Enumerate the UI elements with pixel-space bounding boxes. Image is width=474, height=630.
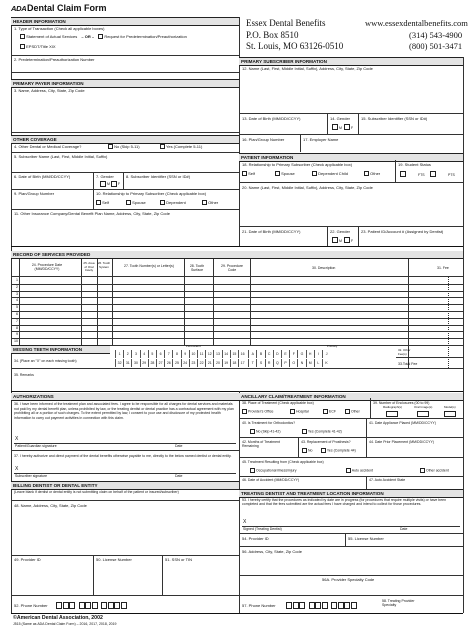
- auto-accident-label: Auto accident: [351, 468, 373, 473]
- employer-name-label: 17. Employer Name: [303, 137, 339, 142]
- epsdt-option[interactable]: [20, 44, 56, 49]
- treatment-resulting-label: 45. Treatment Resulting from (Check applicable box): [242, 460, 324, 464]
- tooth-permanent-lower[interactable]: 28: [148, 359, 156, 367]
- billing-phone-digit[interactable]: [101, 602, 107, 609]
- ancillary-heading: ANCILLARY CLAIM/TREATMENT INFORMATION: [239, 393, 463, 401]
- patient-signature-date-label: Date: [175, 444, 183, 448]
- primary-payer-heading: PRIMARY PAYER INFORMATION: [11, 79, 239, 88]
- tooth-permanent-lower[interactable]: 31: [123, 359, 131, 367]
- patient-rel-other[interactable]: [364, 171, 380, 176]
- place-other-label: Other: [350, 409, 360, 414]
- col-tooth-surface: 28. Tooth Surface: [189, 264, 205, 272]
- models-label: Model(s): [444, 405, 456, 409]
- radiographs-box[interactable]: [386, 411, 398, 417]
- actual-services-label: Statement of Actual Services: [26, 34, 78, 39]
- tooth-permanent-lower[interactable]: 18: [230, 359, 238, 367]
- treating-phone-digit[interactable]: [315, 602, 321, 609]
- subscriber-name-label: 12. Name (Last, First, Middle Initial, Suffix), Address, City, State, Zip Code: [242, 66, 373, 71]
- primary-subscriber-heading: PRIMARY SUBSCRIBER INFORMATION: [239, 57, 463, 66]
- patient-info-heading: PATIENT INFORMATION: [239, 153, 463, 162]
- patient-rel-other-label: Other: [370, 171, 381, 176]
- col-procedure-date: 24. Procedure Date (MM/DD/CCYY): [31, 263, 63, 271]
- treating-phone-digit[interactable]: [351, 602, 357, 609]
- col-procedure-code: 29. Procedure Code: [221, 264, 243, 272]
- tooth-permanent-lower[interactable]: 21: [205, 359, 213, 367]
- other-coverage-no-label: No (Skip 5-11): [114, 144, 140, 149]
- tooth-permanent-lower[interactable]: 17: [238, 359, 246, 367]
- tooth-permanent-upper[interactable]: 13: [213, 350, 221, 358]
- other-relationship-label: 10. Relationship to Primary Subscriber (Check applicable box): [96, 191, 207, 196]
- tooth-primary-lower[interactable]: N: [297, 359, 305, 367]
- other-accident-option[interactable]: [420, 468, 449, 473]
- tooth-primary-upper[interactable]: E: [281, 350, 289, 358]
- tooth-permanent-upper[interactable]: 11: [197, 350, 205, 358]
- treating-provider-id-label: 54. Provider ID: [242, 536, 269, 541]
- student-pts-label: PTS: [448, 173, 455, 177]
- prosthesis-yes-checkbox[interactable]: [321, 448, 326, 453]
- payer-phone-2: (800) 501-3471: [409, 41, 463, 51]
- subscriber-plan-group-label: 16. Plan/Group Number: [242, 137, 285, 142]
- authorizations-heading: AUTHORIZATIONS: [11, 393, 239, 401]
- treating-signature-label: Signed (Treating Dentist): [243, 527, 282, 531]
- col-fee: 31. Fee: [437, 266, 449, 270]
- epsdt-label: EPSDT/Title XIX: [26, 44, 56, 49]
- tooth-primary-upper[interactable]: G: [297, 350, 305, 358]
- other-rel-other-checkbox[interactable]: [202, 200, 207, 205]
- service-row-number: 3: [16, 291, 18, 296]
- other-subscriber-name-label: 5. Subscriber Name (Last, First, Middle Initial, Suffix): [14, 154, 108, 159]
- auto-accident-option[interactable]: [346, 468, 373, 473]
- billing-phone-digit[interactable]: [63, 602, 69, 609]
- ortho-yes-label: Yes (Complete 41-42): [307, 429, 342, 434]
- other-rel-other[interactable]: [202, 200, 218, 205]
- oral-images-label: Oral Image(s): [414, 405, 433, 409]
- treating-license-label: 55. License Number: [348, 536, 384, 541]
- accident-date-label: 46. Date of Accident (MM/DD/CCYY): [242, 478, 300, 482]
- billing-address-label: 48. Name, Address, City, State, Zip Code: [14, 503, 87, 508]
- billing-phone-digit[interactable]: [79, 602, 85, 609]
- patient-rel-spouse-label: Spouse: [281, 171, 295, 176]
- place-of-treatment-label: 38. Place of Treatment (Check applicable box): [242, 401, 314, 405]
- other-gender-label: 7. Gender: [96, 174, 114, 179]
- billing-phone-digit[interactable]: [85, 602, 91, 609]
- ortho-yes-checkbox[interactable]: [302, 429, 307, 434]
- tooth-permanent-lower[interactable]: 29: [140, 359, 148, 367]
- service-row-number: 2: [16, 284, 18, 289]
- tooth-primary-upper[interactable]: J: [322, 350, 330, 358]
- subscriber-gender-m-checkbox[interactable]: [332, 124, 338, 130]
- prosthesis-no-checkbox[interactable]: [302, 448, 307, 453]
- radiographs-label: Radiograph(s): [383, 405, 403, 409]
- accident-state-label: 47. Auto Accident State: [369, 478, 406, 482]
- billing-phone-digit[interactable]: [108, 602, 114, 609]
- billing-phone-label: 52. Phone Number: [14, 603, 48, 608]
- header-info-heading: HEADER INFORMATION: [11, 17, 239, 26]
- patient-rel-self[interactable]: [242, 171, 255, 176]
- payer-name: Essex Dental Benefits: [246, 18, 326, 28]
- certification-53-text: 53. I hereby certify that the procedures as indicated by date are in progress (for procedures that require multiple visits) or have been completed and that the fees submitted are the actual fees I have charged and intend to collect for those procedures.: [242, 498, 447, 507]
- occupational-label: Occupational illness/injury: [255, 468, 297, 473]
- place-ecf-label: ECF: [328, 409, 336, 414]
- or-separator: – OR –: [81, 34, 95, 39]
- service-row-line: [11, 291, 463, 292]
- tooth-primary-upper[interactable]: F: [289, 350, 297, 358]
- months-remaining-label: 42. Months of Treatment Remaining: [242, 440, 280, 448]
- ortho-no[interactable]: [250, 429, 281, 434]
- patient-dob-label: 21. Date of Birth (MM/DD/CCYY): [242, 229, 301, 234]
- predetermination-label: Request for Predetermination/Preauthorization: [104, 34, 187, 39]
- col-area-oral-cavity: 25. Area of Oral Cavity: [83, 261, 95, 272]
- tooth-permanent-upper[interactable]: 4: [140, 350, 148, 358]
- tooth-primary-lower[interactable]: T: [248, 359, 256, 367]
- service-row-number: 9: [16, 332, 18, 337]
- place-other[interactable]: [345, 409, 360, 414]
- other-rel-self-checkbox[interactable]: [96, 200, 101, 205]
- authorization-37-text: 37. I hereby authorize and direct payment of the dental benefits otherwise payable to me, directly to the below named dentist or dental entity.: [14, 454, 232, 458]
- patient-rel-self-label: Self: [248, 171, 256, 176]
- tooth-primary-upper[interactable]: D: [273, 350, 281, 358]
- tooth-primary-upper[interactable]: I: [314, 350, 322, 358]
- tooth-primary-lower[interactable]: K: [322, 359, 330, 367]
- service-row-number: 8: [16, 325, 18, 330]
- place-office-checkbox[interactable]: [242, 409, 247, 414]
- treating-address-label: 56. Address, City, State, Zip Code: [242, 549, 302, 554]
- col-description: 30. Description: [312, 266, 336, 270]
- tooth-permanent-lower[interactable]: 27: [156, 359, 164, 367]
- tooth-permanent-upper[interactable]: 6: [156, 350, 164, 358]
- service-row-line: [11, 325, 463, 326]
- tooth-primary-upper[interactable]: A: [248, 350, 256, 358]
- prosthesis-yes[interactable]: [321, 448, 356, 453]
- form-title: Dental Claim Form: [27, 3, 107, 13]
- oral-images-box[interactable]: [417, 411, 429, 417]
- other-rel-self-label: Self: [102, 200, 110, 205]
- place-office-label: Provider's Office: [247, 409, 274, 414]
- subscriber-gender-label: 14. Gender: [330, 116, 351, 121]
- service-row-number: 5: [16, 305, 18, 310]
- other-rel-spouse[interactable]: [126, 200, 146, 205]
- place-providers-office[interactable]: [242, 409, 274, 414]
- place-ecf[interactable]: [323, 409, 336, 414]
- other-rel-dependent-label: Dependent: [166, 200, 186, 205]
- tooth-permanent-upper[interactable]: 15: [230, 350, 238, 358]
- other-rel-spouse-label: Spouse: [132, 200, 146, 205]
- sig36-x: X: [15, 436, 19, 442]
- service-row-line: [11, 304, 463, 305]
- service-row-number: 1: [16, 278, 18, 282]
- patient-signature-label: Patient/Guardian signature: [15, 444, 57, 448]
- tooth-permanent-upper[interactable]: 7: [164, 350, 172, 358]
- occupational-option[interactable]: [250, 468, 296, 473]
- other-coverage-heading: OTHER COVERAGE: [11, 135, 239, 144]
- place-hospital[interactable]: [290, 409, 309, 414]
- tooth-primary-lower[interactable]: R: [265, 359, 273, 367]
- other-gender-m-checkbox[interactable]: [100, 181, 106, 187]
- other-dob-label: 6. Date of Birth (MM/DD/CCYY): [14, 174, 71, 179]
- other-coverage-yes-checkbox[interactable]: [160, 144, 165, 149]
- subscriber-dob-label: 13. Date of Birth (MM/DD/CCYY): [242, 116, 301, 121]
- models-box[interactable]: [444, 411, 456, 417]
- prosthesis-yes-label: Yes (Complete 44): [326, 448, 356, 453]
- treating-phone-digit[interactable]: [309, 602, 315, 609]
- other-insurance-label: 11. Other Insurance Company/Dental Benefit Plan Name, Address, City, State, Zip Code: [14, 211, 170, 216]
- services-heading: RECORD OF SERVICES PROVIDED: [11, 251, 463, 259]
- service-row-line: [11, 297, 463, 298]
- treating-phone-digit[interactable]: [299, 602, 305, 609]
- specialty-code-label: 56A. Provider Specialty Code: [322, 577, 375, 582]
- col-tooth-system: 26. Tooth System: [97, 261, 111, 269]
- tooth-permanent-upper[interactable]: 3: [131, 350, 139, 358]
- patient-rel-other-checkbox[interactable]: [364, 171, 369, 176]
- treating-phone-digit[interactable]: [344, 602, 350, 609]
- patient-gender-f-label: F: [351, 239, 354, 243]
- sig37-x: X: [15, 466, 19, 472]
- ortho-no-label: No (Skip 41-42): [255, 429, 281, 434]
- ada-logo: ADA: [11, 4, 27, 13]
- patient-rel-dependent-label: Dependent Child: [318, 171, 348, 176]
- treating-specialty-label: 58. Treating Provider Specialty: [382, 599, 415, 607]
- other-rel-dependent[interactable]: [160, 200, 186, 205]
- other-fees-label: 32. Other Fee(s): [398, 348, 411, 356]
- billing-phone-digit[interactable]: [92, 602, 98, 609]
- ortho-no-checkbox[interactable]: [250, 429, 255, 434]
- payer-website: www.essexdentalbenefits.com: [365, 18, 468, 28]
- payer-po-box: P.O. Box 8510: [246, 30, 299, 40]
- place-hospital-label: Hospital: [295, 409, 309, 414]
- billing-phone-digit[interactable]: [121, 602, 127, 609]
- other-accident-checkbox[interactable]: [420, 468, 425, 473]
- patient-account-label: 23. Patient ID/Account # (Assigned by Dentist): [361, 229, 444, 234]
- tooth-permanent-lower[interactable]: 22: [197, 359, 205, 367]
- patient-rel-dependent-child[interactable]: [312, 171, 348, 176]
- service-row-number: 7: [16, 318, 18, 323]
- patient-gender-f-checkbox[interactable]: [344, 237, 350, 243]
- tooth-primary-lower[interactable]: Q: [273, 359, 281, 367]
- auto-accident-checkbox[interactable]: [346, 468, 351, 473]
- subscriber-signature-label: Subscriber signature: [15, 474, 48, 478]
- place-ecf-checkbox[interactable]: [323, 409, 328, 414]
- tooth-primary-upper[interactable]: H: [306, 350, 314, 358]
- other-gender-m-label: M: [107, 182, 110, 186]
- tooth-permanent-upper[interactable]: 12: [205, 350, 213, 358]
- treating-phone-digit[interactable]: [338, 602, 344, 609]
- patient-gender-label: 22. Gender: [330, 229, 351, 234]
- tooth-primary-upper[interactable]: C: [265, 350, 273, 358]
- billing-license-label: 50. License Number: [96, 557, 132, 562]
- tooth-permanent-upper[interactable]: 10: [189, 350, 197, 358]
- enclosures-label: 39. Number of Enclosures (00 to 99): [373, 401, 430, 405]
- tooth-permanent-upper[interactable]: 2: [123, 350, 131, 358]
- other-coverage-yes[interactable]: [160, 144, 202, 149]
- tooth-primary-lower[interactable]: O: [289, 359, 297, 367]
- patient-gender-m-checkbox[interactable]: [332, 237, 338, 243]
- patient-gender-m-label: M: [339, 239, 342, 243]
- primary-label: Primary: [327, 344, 338, 348]
- prosthesis-no[interactable]: [302, 448, 312, 453]
- service-row-line: [11, 311, 463, 312]
- service-row-number: 6: [16, 312, 18, 316]
- billing-subhead: (Leave blank if dentist or dental entity is not submitting claim on behalf of the patient or insured/subscriber): [14, 490, 179, 494]
- place-hospital-checkbox[interactable]: [290, 409, 295, 414]
- student-fts-label: FTS: [418, 173, 425, 177]
- treating-phone-digit[interactable]: [331, 602, 337, 609]
- tooth-permanent-lower[interactable]: 19: [222, 359, 230, 367]
- billing-provider-id-label: 49. Provider ID: [14, 557, 41, 562]
- place-other-checkbox[interactable]: [345, 409, 350, 414]
- treating-phone-label: 57. Phone Number: [242, 603, 276, 608]
- other-rel-spouse-checkbox[interactable]: [126, 200, 131, 205]
- billing-phone-digit[interactable]: [69, 602, 75, 609]
- patient-rel-spouse-checkbox[interactable]: [275, 171, 280, 176]
- service-row-line: [11, 331, 463, 332]
- other-coverage-no[interactable]: [108, 144, 140, 149]
- student-status-label: 19. Student Status: [398, 162, 431, 167]
- billing-heading: BILLING DENTIST OR DENTAL ENTITY: [11, 481, 239, 490]
- other-plan-group-label: 9. Plan/Group Number: [14, 191, 55, 196]
- predetermination-checkbox[interactable]: [98, 34, 103, 39]
- billing-ssn-tin-label: 51. SSN or TIN: [165, 557, 193, 562]
- treating-heading: TREATING DENTIST AND TREATMENT LOCATION INFORMATION: [239, 489, 463, 498]
- treating-phone-digit[interactable]: [293, 602, 299, 609]
- student-fts-checkbox[interactable]: [400, 171, 406, 177]
- predetermination-number-label: 2. Predetermination/Preauthorization Number: [14, 57, 95, 62]
- other-coverage-yes-label: Yes (Complete 5-11): [166, 144, 203, 149]
- other-gender-f-checkbox[interactable]: [111, 181, 117, 187]
- tooth-primary-lower[interactable]: P: [281, 359, 289, 367]
- service-row-line: [11, 338, 463, 339]
- epsdt-checkbox[interactable]: [20, 44, 25, 49]
- tooth-permanent-lower[interactable]: 26: [164, 359, 172, 367]
- tooth-permanent-upper[interactable]: 8: [172, 350, 180, 358]
- transaction-type-label: 1. Type of Transaction (Check all applicable boxes): [14, 26, 105, 31]
- service-row-line: [11, 284, 463, 285]
- copyright-text: ©American Dental Association, 2002: [13, 615, 103, 621]
- service-row-line: [11, 318, 463, 319]
- tooth-permanent-upper[interactable]: 16: [238, 350, 246, 358]
- student-pts-checkbox[interactable]: [430, 171, 436, 177]
- orthodontics-label: 40. Is Treatment for Orthodontics?: [242, 421, 296, 425]
- appliance-date-label: 41. Date Appliance Placed (MM/DD/CCYY): [369, 421, 436, 425]
- tooth-primary-lower[interactable]: S: [256, 359, 264, 367]
- other-gender-f-label: F: [118, 182, 121, 186]
- prosthesis-label: 43. Replacement of Prosthesis?: [301, 440, 351, 444]
- tooth-permanent-lower[interactable]: 23: [189, 359, 197, 367]
- treating-phone-digit[interactable]: [322, 602, 328, 609]
- total-fee-label: 33.Total Fee: [398, 362, 418, 366]
- tooth-primary-lower[interactable]: M: [306, 359, 314, 367]
- subscriber-signature-date-label: Date: [175, 474, 183, 478]
- actual-services-checkbox[interactable]: [20, 34, 25, 39]
- tooth-permanent-lower[interactable]: 25: [172, 359, 180, 367]
- form-version-note: J515 (Same as ADA Dental Claim Form) – 2016, 2017, 2018, 2019: [13, 622, 117, 626]
- tooth-primary-upper[interactable]: B: [256, 350, 264, 358]
- service-row-number: 10: [14, 339, 18, 344]
- payer-address-label: 3. Name, Address, City, State, Zip Code: [14, 88, 85, 93]
- other-coverage-no-checkbox[interactable]: [108, 144, 113, 149]
- prosthesis-no-label: No: [307, 448, 313, 453]
- prior-placement-label: 44. Date Prior Placement (MM/DD/CCYY): [369, 440, 434, 444]
- tooth-permanent-lower[interactable]: 32: [115, 359, 123, 367]
- permanent-label: Permanent: [186, 344, 201, 348]
- patient-name-label: 20. Name (Last, First, Middle Initial, Suffix), Address, City, State, Zip Code: [242, 185, 373, 190]
- patient-rel-self-checkbox[interactable]: [242, 171, 247, 176]
- other-rel-dependent-checkbox[interactable]: [160, 200, 165, 205]
- sig53-x: X: [243, 519, 247, 525]
- subscriber-gender-f-label: F: [351, 126, 354, 130]
- patient-rel-dependent-checkbox[interactable]: [312, 171, 317, 176]
- tooth-permanent-upper[interactable]: 5: [148, 350, 156, 358]
- other-rel-other-label: Other: [208, 200, 219, 205]
- other-subscriber-id-label: 8. Subscriber Identifier (SSN or ID#): [126, 174, 191, 179]
- occupational-checkbox[interactable]: [250, 468, 255, 473]
- payer-phone-1: (314) 543-4900: [409, 30, 463, 40]
- billing-phone-digit[interactable]: [114, 602, 120, 609]
- authorization-36-text: 36. I have been informed of the treatment plan and associated fees. I agree to be responsible for all charges for dental services and materials not paid by my dental benefit plan, unless prohibited by law, or the treating dentist or dental practice has a contractual agreement with my plan prohibiting all or a portion of such charges. To the extent permitted by law, I consent to your use and disclosure of my protected health information to carry out payment activities in connection with this claim.: [14, 402, 234, 420]
- treating-phone-digit[interactable]: [286, 602, 292, 609]
- subscriber-id-label: 15. Subscriber Identifier (SSN or ID#): [361, 116, 428, 121]
- other-coverage-question: 4. Other Dental or Medical Coverage?: [14, 144, 82, 149]
- subscriber-gender-f-checkbox[interactable]: [344, 124, 350, 130]
- patient-relationship-label: 18. Relationship to Primary Subscriber (Check applicable box): [242, 162, 353, 167]
- tooth-permanent-upper[interactable]: 14: [222, 350, 230, 358]
- actual-services-option[interactable]: [20, 34, 187, 39]
- missing-teeth-heading: MISSING TEETH INFORMATION: [11, 345, 110, 354]
- tooth-permanent-upper[interactable]: 9: [181, 350, 189, 358]
- ortho-yes[interactable]: [302, 429, 342, 434]
- treating-signature-date-label: Date: [400, 527, 408, 531]
- billing-phone-digit[interactable]: [56, 602, 62, 609]
- tooth-primary-lower[interactable]: L: [314, 359, 322, 367]
- tooth-permanent-lower[interactable]: 30: [131, 359, 139, 367]
- tooth-permanent-upper[interactable]: 1: [115, 350, 123, 358]
- other-accident-label: Other accident: [425, 468, 449, 473]
- patient-rel-spouse[interactable]: [275, 171, 295, 176]
- other-rel-self[interactable]: [96, 200, 109, 205]
- col-tooth-number: 27. Tooth Number(s) or Letter(s): [124, 264, 174, 268]
- remarks-label: 35. Remarks: [14, 373, 34, 377]
- missing-teeth-instruction: 34. (Place an "X" on each missing tooth): [14, 359, 77, 363]
- service-row-number: 4: [16, 298, 18, 303]
- subscriber-gender-m-label: M: [339, 126, 342, 130]
- payer-city: St. Louis, MO 63126-0510: [246, 41, 344, 51]
- tooth-permanent-lower[interactable]: 24: [181, 359, 189, 367]
- tooth-permanent-lower[interactable]: 20: [213, 359, 221, 367]
